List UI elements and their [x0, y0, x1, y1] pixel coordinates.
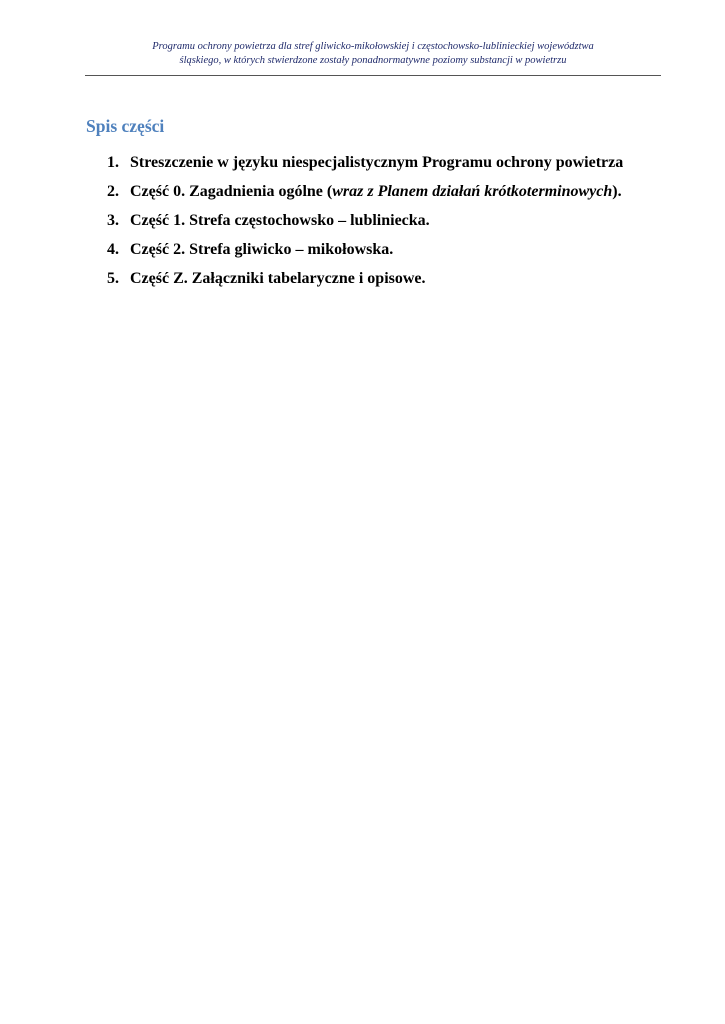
running-header-line-2: śląskiego, w których stwierdzone zostały ponadnormatywne poziomy substancji w powietrzu [179, 55, 567, 66]
header-divider [85, 75, 661, 76]
toc-item-2 [107, 177, 647, 206]
toc-item-number: 2. [107, 183, 119, 200]
toc-item-number: 1. [107, 154, 119, 171]
toc-item-text: Część 2. Strefa gliwicko – mikołowska. [130, 241, 394, 258]
toc-item-1 [107, 148, 647, 177]
toc-item-number: 3. [107, 212, 119, 229]
toc-item-5 [107, 264, 647, 293]
toc-item-text-part: ). [612, 183, 622, 200]
toc-item-number: 5. [107, 270, 119, 287]
toc-item-number: 4. [107, 241, 119, 258]
running-header-line-1: Programu ochrony powietrza dla stref gliwicko-mikołowskiej i częstochowsko-lublinieckiej województwa [152, 41, 594, 52]
toc-item-text: Część 1. Strefa częstochowsko – lubliniecka. [130, 212, 430, 229]
toc-item-text-part: Część 0. Zagadnienia ogólne ( [130, 183, 333, 200]
toc-item-text: Streszczenie w języku niespecjalistycznym Programu ochrony powietrza [130, 154, 624, 171]
table-of-contents [107, 148, 647, 293]
toc-item-text [130, 183, 622, 200]
toc-item-3 [107, 206, 647, 235]
section-title: Spis części [86, 116, 165, 136]
toc-item-text-italic: wraz z Planem działań krótkoterminowych [332, 183, 613, 200]
running-header [85, 40, 661, 68]
toc-item-text: Część Z. Załączniki tabelaryczne i opisowe. [130, 270, 426, 287]
toc-item-4 [107, 235, 647, 264]
